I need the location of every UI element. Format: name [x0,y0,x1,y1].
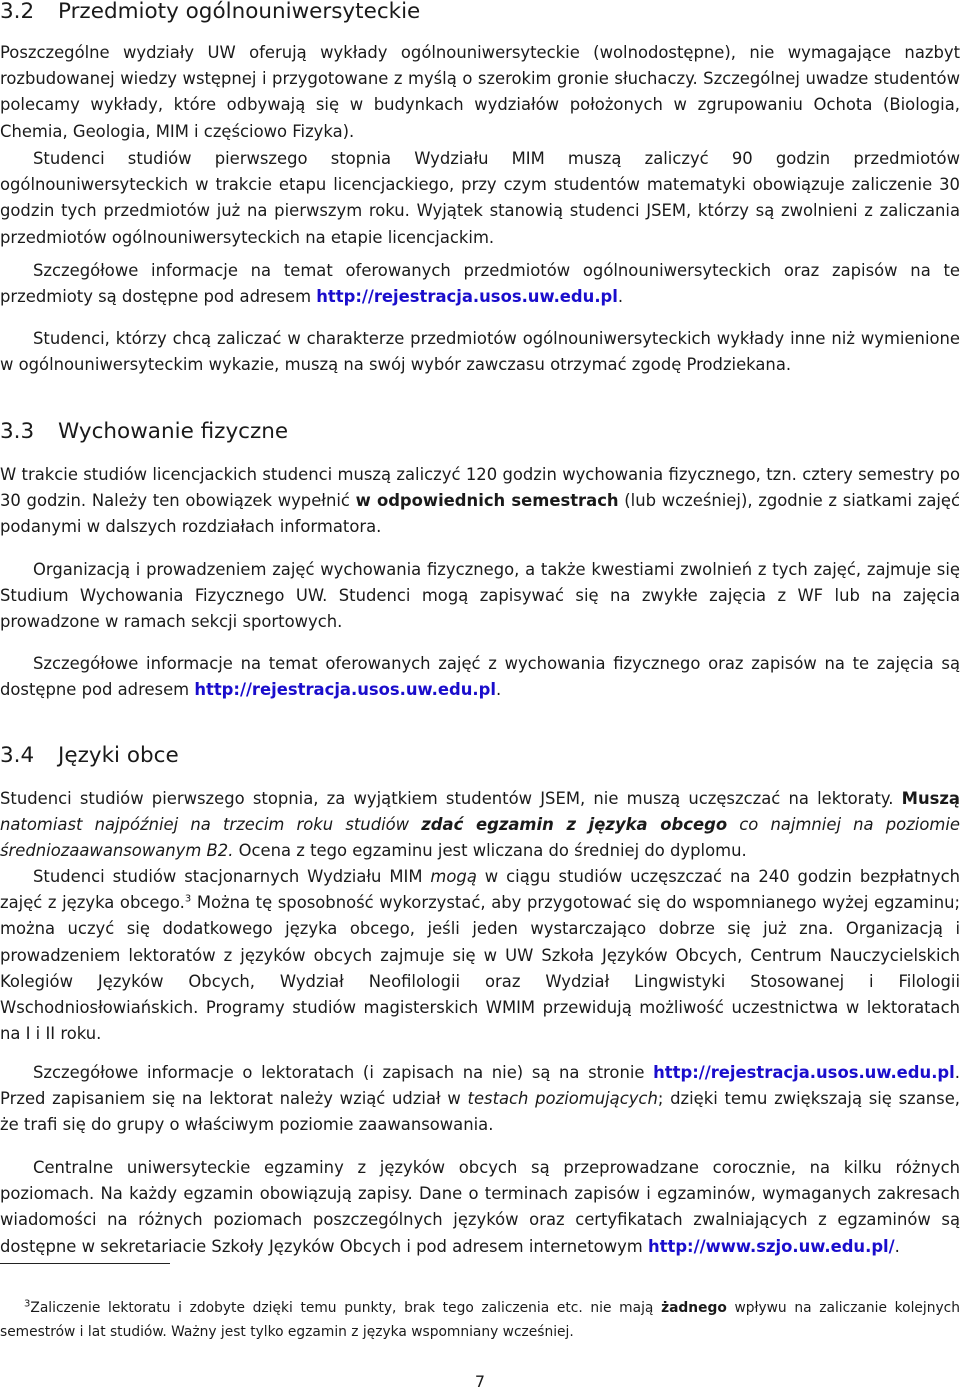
szjo-link[interactable]: http://www.szjo.uw.edu.pl/ [647,1236,895,1256]
paragraph [0,651,960,703]
paragraph-text: ; dzięki temu zwiększają się szanse, że trafi się do grupy o właściwym poziomie zaawansowania. [0,1089,960,1135]
bold-text: żadnego [661,1300,727,1316]
paragraph-text: . [894,1236,900,1256]
paragraph-text: Można tę sposobność wykorzystać, aby przygotować się do wspomnianego wyżej egzaminu; można uczyć się dodatkowego języka obcego, jeśli jeden wystarczająco dobrze się już zna. Organizacją i prowadzeniem lektoratów z języków obcych zajmuje się w UW Szkoła Języków Obcych, Centrum Nauczycielskich Kolegiów Języków Obcych, Wydział Neofilologii oraz Wydział Lingwistyki Stosowanej i Filologii Wschodniosłowiańskich. Programy studiów magisterskich WMIM przewidują możliwość uczestnictwa w lektoratach na I i II roku. [0,893,960,1044]
paragraph-text: . [495,680,502,700]
section-heading-3-3 [0,420,288,444]
paragraph-text: (lub wcześniej), zgodnie z siatkami zajęć podanymi w dalszych rozdziałach informatora. [0,491,960,537]
bold-text: w odpowiednich semestrach [355,491,619,511]
italic-text: co najmniej na poziomie średniozaawansowanym B2. [0,815,960,861]
paragraph [0,462,960,541]
paragraph-text: Centralne uniwersyteckie egzaminy z języków obcych są przeprowadzane corocznie, na kilku różnych poziomach. Na każdy egzamin obowiązują zapisy. Dane o terminach zapisów i egzaminów, wymaganych zakresach wiadomości na różnych poziomach poszczególnych języków oraz certyfikatach zwalniających z egzaminów są dostępne w sekretariacie Szkoły Języków Obcych i pod adresem internetowym [0,1158,960,1256]
section-title: Wychowanie fizyczne [58,419,289,444]
section-heading-3-4 [0,744,179,768]
footnote-rule [0,1263,170,1264]
bold-text: Muszą [901,789,960,808]
usos-link[interactable]: http://rejestracja.usos.uw.edu.pl [653,1063,955,1082]
paragraph-text: Szczegółowe informacje na temat oferowanych zajęć z wychowania fizycznego oraz zapisów na te zajęcia są dostępne pod adresem [0,654,960,700]
section-heading-3-2 [0,0,420,24]
section-title: Przedmioty ogólnouniwersyteckie [58,0,421,24]
paragraph-text: Organizacją i prowadzeniem zajęć wychowania fizycznego, a także kwestiami zwolnień z tych zajęć, zajmuje się Studium Wychowania Fizycznego UW. Studenci mogą zapisywać się na zwykłe zajęcia z WF lub na zajęcia prowadzone w ramach sekcji sportowych. [0,560,960,632]
paragraph-text: Studenci, którzy chcą zaliczać w charakterze przedmiotów ogólnouniwersyteckich wykłady inne niż wymienione w ogólnouniwersyteckim wykazie, muszą na swój wybór zawczasu otrzymać zgodę Prodziekana. [0,329,960,375]
paragraph [0,1155,960,1260]
paragraph [0,864,960,1047]
paragraph [0,258,960,310]
paragraph [0,557,960,636]
footnote-number: 3 [24,1298,31,1310]
paragraph-text: w ciągu studiów uczęszczać na 240 godzin bezpłatnych zajęć z języka obcego. [0,867,960,913]
paragraph-text: Studenci studiów pierwszego stopnia, za wyjątkiem studentów JSEM, nie muszą uczęszczać na lektoraty. [0,789,902,808]
paragraph-text: . [617,287,624,307]
section-number: 3.4 [0,743,35,768]
footnote-text: Zaliczenie lektoratu i zdobyte dzięki temu punkty, brak tego zaliczenia etc. nie mają [30,1300,662,1316]
paragraph [0,786,960,865]
section-number: 3.2 [0,0,35,24]
paragraph-text: . Przed zapisaniem się na lektorat należy wziąć udział w [0,1063,960,1109]
section-title: Języki obce [58,743,179,768]
paragraph [0,40,960,145]
paragraph [0,326,960,378]
paragraph-text: Studenci studiów stacjonarnych Wydziału MIM [33,867,431,886]
usos-link[interactable]: http://rejestracja.usos.uw.edu.pl [194,680,496,700]
paragraph-text: Poszczególne wydziały UW oferują wykłady ogólnouniwersyteckie (wolnodostępne), nie wymagające nazbyt rozbudowanej wiedzy wstępnej i przygotowane z myślą o szerokim gronie słuchaczy. Szczególnej uwadze studentów polecamy wykłady, które odbywają się w budynkach wydziałów położonych w zgrupowaniu Ochota (Biologia, Chemia, Geologia, MIM i częściowo Fizyka). [0,43,960,141]
footnote-marker: 3 [184,893,192,905]
paragraph [0,146,960,251]
italic-text: mogą [430,867,477,886]
bold-italic-text: zdać egzamin z języka obcego [421,815,728,835]
footnote [0,1296,960,1344]
paragraph-text: Ocena z tego egzaminu jest wliczana do średniej do dyplomu. [233,841,747,861]
italic-text: testach poziomujących [467,1089,658,1109]
footnote-text: wpływu na zaliczanie kolejnych semestrów i lat studiów. Ważny jest tylko egzamin z języka wspomniany wcześniej. [0,1300,960,1340]
paragraph-text: Szczegółowe informacje na temat oferowanych przedmiotów ogólnouniwersyteckich oraz zapisów na te przedmioty są dostępne pod adresem [0,261,960,307]
page-number: 7 [474,1372,486,1391]
section-number: 3.3 [0,419,35,444]
italic-text: natomiast najpóźniej na trzecim roku studiów [0,815,422,835]
paragraph-text: Studenci studiów pierwszego stopnia Wydziału MIM muszą zaliczyć 90 godzin przedmiotów ogólnouniwersyteckich w trakcie etapu licencjackiego, przy czym studentów matematyki obowiązuje zaliczenie 30 godzin tych przedmiotów już na pierwszym roku. Wyjątek stanowią studenci JSEM, którzy są zwolnieni z zaliczania przedmiotów ogólnouniwersyteckich na etapie licencjackim. [0,149,960,247]
paragraph [0,1060,960,1139]
paragraph-text: W trakcie studiów licencjackich studenci muszą zaliczyć 120 godzin wychowania fizycznego, tzn. cztery semestry po 30 godzin. Należy ten obowiązek wypełnić [0,465,960,511]
usos-link[interactable]: http://rejestracja.usos.uw.edu.pl [316,287,618,307]
paragraph-text: Szczegółowe informacje o lektoratach (i zapisach na nie) są na stronie [33,1063,654,1082]
